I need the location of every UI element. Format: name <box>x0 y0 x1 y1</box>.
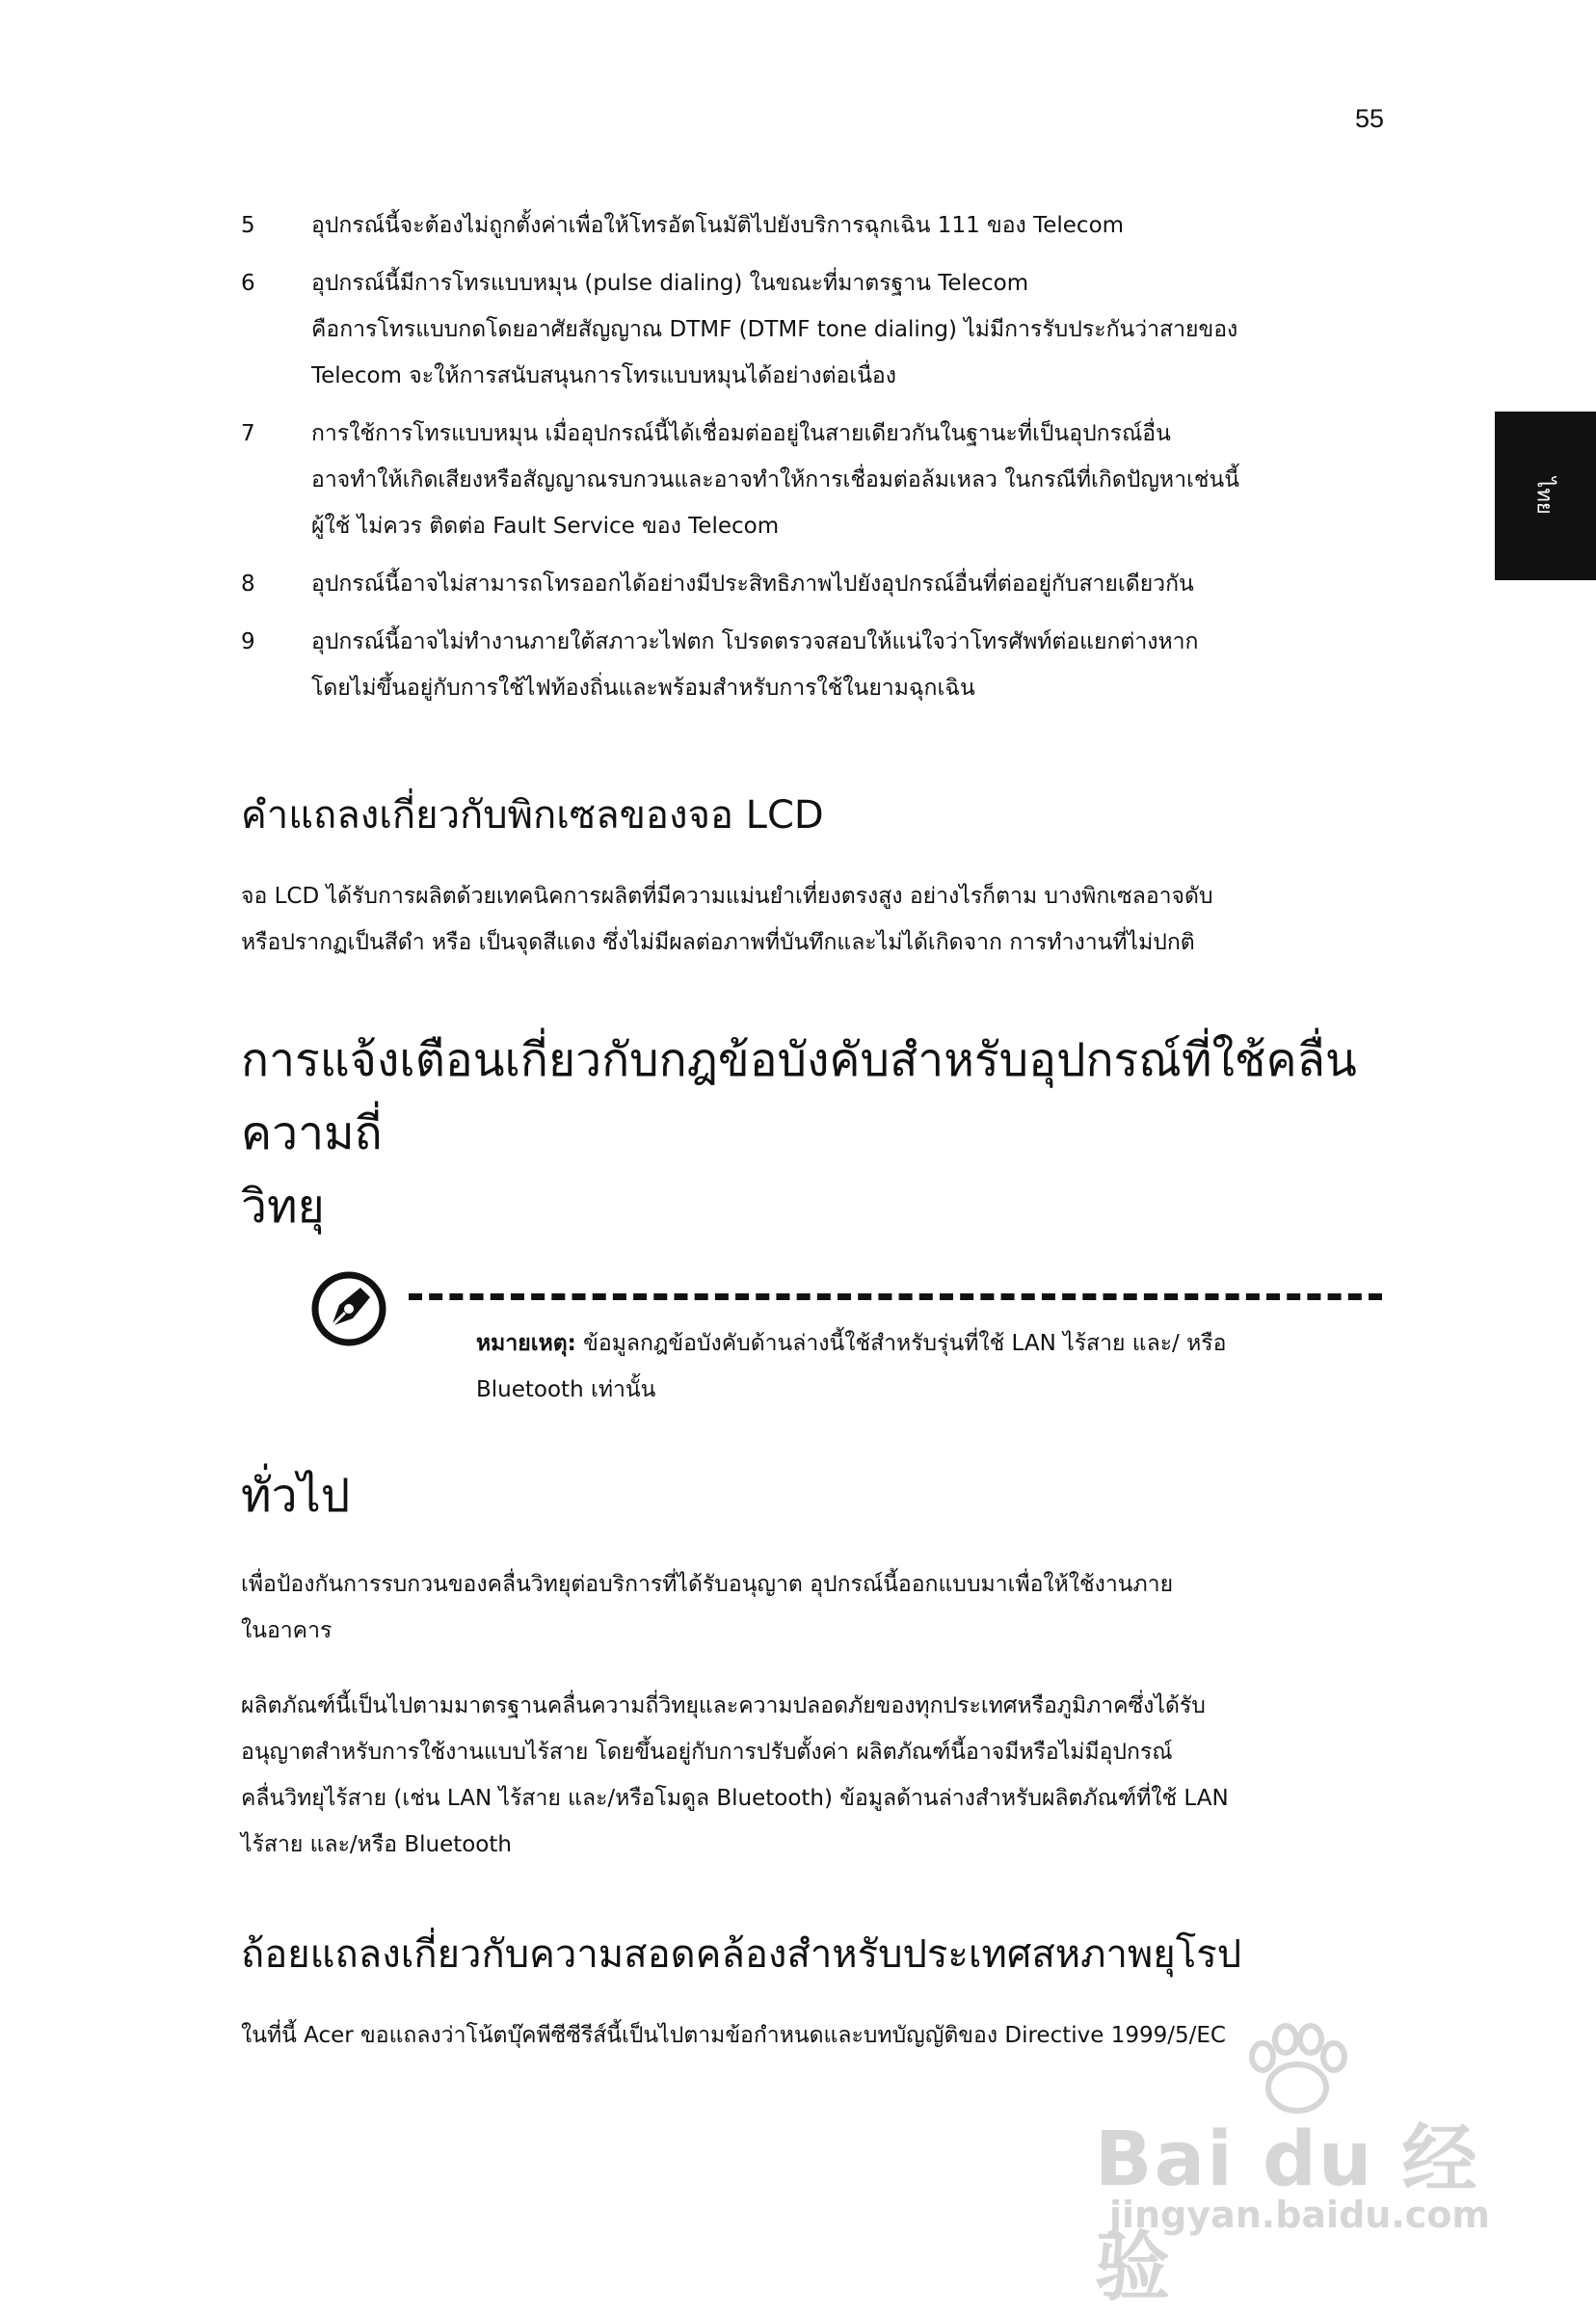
list-item <box>241 619 1378 711</box>
radio-heading: การแจ้งเตือนเกี่ยวกับกฎข้อบังคับสำหรับอุปกรณ์ที่ใช้คลื่นความถี่ วิทยุ <box>241 1033 1357 1234</box>
page-number: 55 <box>1354 104 1384 133</box>
note-body: ข้อมูลกฎข้อบังคับด้านล่างนี้ใช้สำหรับรุ่นที่ใช้ LAN ไร้สาย และ/ หรือ Bluetooth เท่านั้น <box>476 1331 1227 1402</box>
list-item <box>241 202 1378 249</box>
list-item-text: อุปกรณ์นี้มีการโทรแบบหมุน (pulse dialing) ในขณะที่มาตรฐาน Telecom คือการโทรแบบกดโดยอาศัยสัญญาณ DTMF (DTMF tone dialing) ไม่มีการรับประกันว่าสายของ Telecom จะให้การสนับสนุนการโทรแบบหมุนได้อย่างต่อเนื่อง <box>311 271 1238 388</box>
list-item <box>241 561 1378 607</box>
list-item-number: 8 <box>241 572 255 597</box>
language-tab-label: ไทย <box>1532 477 1556 515</box>
watermark-url: jingyan.baidu.com <box>1109 2194 1490 2236</box>
page-content <box>241 202 1378 2059</box>
note-text <box>476 1320 1363 1413</box>
list-item <box>241 411 1378 549</box>
list-item-text: อุปกรณ์นี้อาจไม่สามารถโทรออกได้อย่างมีประสิทธิภาพไปยังอุปกรณ์อื่นที่ต่ออยู่กับสายเดียวกัน <box>311 572 1194 597</box>
eu-heading: ถ้อยแถลงเกี่ยวกับความสอดคล้องสำหรับประเทศสหภาพยุโรป <box>241 1932 1242 1977</box>
list-item-number: 9 <box>241 629 255 654</box>
lcd-body: จอ LCD ได้รับการผลิตด้วยเทคนิคการผลิตที่มีความแม่นยำเที่ยงตรงสูง อย่างไรก็ตาม บางพิกเซลอาจดับ หรือปรากฏเป็นสีดำ หรือ เป็นจุดสีแดง ซึ่งไม่มีผลต่อภาพที่บันทึกและไม่ได้เกิดจาก การทำงานที่ไม่ปกติ <box>241 884 1213 955</box>
list-item <box>241 260 1378 399</box>
language-tab <box>1495 412 1596 580</box>
watermark <box>1095 2022 1500 2311</box>
list-item-text: อุปกรณ์นี้จะต้องไม่ถูกตั้งค่าเพื่อให้โทรอัตโนมัติไปยังบริการฉุกเฉิน 111 ของ Telecom <box>311 213 1125 238</box>
note-divider <box>409 1293 1382 1300</box>
lcd-heading: คำแถลงเกี่ยวกับพิกเซลของจอ LCD <box>241 793 824 838</box>
general-para-1: เพื่อป้องกันการรบกวนของคลื่นวิทยุต่อบริการที่ได้รับอนุญาต อุปกรณ์นี้ออกแบบมาเพื่อให้ใช้งานภาย ในอาคาร <box>241 1572 1174 1643</box>
note-pen-icon <box>310 1270 387 1347</box>
general-para-2: ผลิตภัณฑ์นี้เป็นไปตามมาตรฐานคลื่นความถี่วิทยุและความปลอดภัยของทุกประเทศหรือภูมิภาคซึ่งได้รับ อนุญาตสำหรับการใช้งานแบบไร้สาย โดยขึ้นอยู่กับการปรับตั้งค่า ผลิตภัณฑ์นี้อาจมีหรือไม่มีอุปกรณ์ คลื่นวิทยุไร้สาย (เช่น LAN ไร้สาย และ/หรือโมดูล Bluetooth) ข้อมูลด้านล่างสำหรับผลิตภัณฑ์ที่ใช้ LAN ไร้สาย และ/หรือ Bluetooth <box>241 1693 1229 1857</box>
list-item-number: 5 <box>241 213 255 238</box>
list-item-text: อุปกรณ์นี้อาจไม่ทำงานภายใต้สภาวะไฟตก โปรดตรวจสอบให้แน่ใจว่าโทรศัพท์ต่อแยกต่างหาก โดยไม่ขึ้นอยู่กับการใช้ไฟท้องถิ่นและพร้อมสำหรับการใช้ในยามฉุกเฉิน <box>311 629 1199 701</box>
note-label: หมายเหตุ: <box>476 1331 576 1356</box>
general-heading: ทั่วไป <box>241 1469 351 1523</box>
list-item-number: 6 <box>241 271 255 296</box>
list-item-text: การใช้การโทรแบบหมุน เมื่ออุปกรณ์นี้ได้เชื่อมต่ออยู่ในสายเดียวกันในฐานะที่เป็นอุปกรณ์อื่น อาจทำให้เกิดเสียงหรือสัญญาณรบกวนและอาจทำให้การเชื่อมต่อล้มเหลว ในกรณีที่เกิดปัญหาเช่นนี้ ผู้ใช้ ไม่ควร ติดต่อ Fault Service ของ Telecom <box>311 421 1239 539</box>
watermark-logo: Bai du 经验 <box>1095 2116 1479 2311</box>
eu-body: ในที่นี้ Acer ขอแถลงว่าโน้ตบุ๊คพีซีซีรีส์นี้เป็นไปตามข้อกำหนดและบทบัญญัติของ Directive 1999/5/EC <box>241 2023 1226 2048</box>
numbered-list <box>241 202 1378 711</box>
note-box <box>310 1257 1378 1421</box>
list-item-number: 7 <box>241 421 255 446</box>
